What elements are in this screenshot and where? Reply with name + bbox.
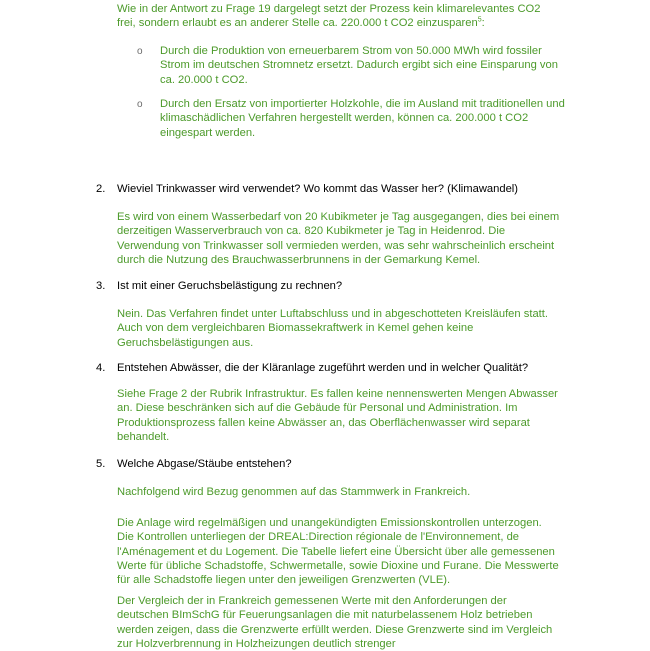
answer-line: Werte für übliche Schadstoffe, Schwermetalle, sowie Dioxine und Furane. Die Messwerte bbox=[117, 559, 559, 572]
intro-line-1: Wie in der Antwort zu Frage 19 dargelegt setzt der Prozess kein klimarelevantes CO2 bbox=[117, 3, 541, 15]
question-number: 4. bbox=[96, 362, 106, 374]
answer-line: Produktionsprozess fallen keine Abwässer an, das Oberflächenwasser wird separat bbox=[117, 416, 530, 429]
question-text: Entstehen Abwässer, die der Kläranlage zugeführt werden und in welcher Qualität? bbox=[117, 362, 529, 374]
answer-line: Nachfolgend wird Bezug genommen auf das Stammwerk in Frankreich. bbox=[117, 486, 471, 498]
answer-paragraph bbox=[117, 516, 559, 587]
question-text: Ist mit einer Geruchsbelästigung zu rechnen? bbox=[117, 280, 343, 292]
answer-paragraph bbox=[117, 210, 559, 267]
question-number: 5. bbox=[96, 458, 106, 470]
answer-paragraph bbox=[117, 485, 470, 499]
answer-line: Verwendung von Trinkwasser soll vermieden werden, was sehr wahrscheinlich erscheint bbox=[117, 239, 555, 252]
answer-paragraph bbox=[117, 594, 552, 651]
answer-line: Auch von dem vergleichbaren Biomassekraftwerk in Kemel gehen keine bbox=[117, 322, 474, 335]
bullet-line: ca. 20.000 t CO2. bbox=[160, 73, 248, 86]
answer-line: Die Anlage wird regelmäßigen und unangekündigten Emissionskontrollen unterzogen. bbox=[117, 517, 542, 529]
bullet-line: Strom im deutschen Stromnetz ersetzt. Dadurch ergibt sich eine Einsparung von bbox=[160, 59, 558, 72]
answer-line: Nein. Das Verfahren findet unter Luftabschluss und in abgeschotteten Kreisläufen statt. bbox=[117, 308, 548, 320]
intro-paragraph bbox=[117, 2, 540, 31]
answer-line: werden zeigen, dass die Grenzwerte erfüllt werden. Diese Grenzwerte sind im Vergleich bbox=[117, 623, 553, 636]
question-number: 3. bbox=[96, 280, 106, 292]
bullet-item bbox=[160, 97, 565, 140]
bullet-marker: o bbox=[137, 46, 143, 57]
bullet-line: eingespart werden. bbox=[160, 126, 256, 139]
bullet-line: Durch die Produktion von erneuerbarem Strom von 50.000 MWh wird fossiler bbox=[160, 45, 542, 57]
answer-paragraph bbox=[117, 307, 548, 350]
answer-line: an. Diese beschränken sich auf die Gebäude für Personal und Administration. Im bbox=[117, 402, 518, 415]
bullet-line: Durch den Ersatz von importierter Holzkohle, die im Ausland mit traditionellen und bbox=[160, 98, 565, 110]
question-text: Welche Abgase/Stäube entstehen? bbox=[117, 458, 292, 470]
answer-line: derzeitigen Wasserverbrauch von ca. 820 Kubikmeter je Tag in Heidenrod. Die bbox=[117, 225, 506, 238]
question-number: 2. bbox=[96, 183, 106, 195]
question-text: Wieviel Trinkwasser wird verwendet? Wo kommt das Wasser her? (Klimawandel) bbox=[117, 183, 519, 195]
bullet-line: klimaschädlichen Verfahren hergestellt werden, können ca. 200.000 t CO2 bbox=[160, 112, 529, 125]
bullet-marker: o bbox=[137, 99, 143, 110]
intro-line-2 bbox=[117, 16, 540, 30]
bullet-item bbox=[160, 44, 558, 87]
answer-line: Der Vergleich der in Frankreich gemessenen Werte mit den Anforderungen der bbox=[117, 595, 507, 607]
answer-line: Die Kontrollen unterliegen der DREAL:Direction régionale de l'Environnement, de bbox=[117, 531, 520, 544]
intro-line-2-text: frei, sondern erlaubt es an anderer Stelle ca. 220.000 t CO2 einzusparen bbox=[117, 17, 478, 30]
answer-line: l'Aménagement et du Logement. Die Tabelle liefert eine Übersicht über alle gemessenen bbox=[117, 545, 555, 558]
footnote-marker: 5 bbox=[477, 16, 482, 24]
answer-line: Geruchsbelästigungen aus. bbox=[117, 336, 254, 349]
answer-line: behandelt. bbox=[117, 430, 170, 443]
answer-paragraph bbox=[117, 387, 558, 444]
answer-line: Es wird von einem Wasserbedarf von 20 Kubikmeter je Tag ausgegangen, dies bei einem bbox=[117, 211, 560, 223]
answer-line: zur Holzverbrennung in Holzheizungen deutlich strenger bbox=[117, 637, 396, 650]
answer-line: Siehe Frage 2 der Rubrik Infrastruktur. Es fallen keine nennenswerten Mengen Abwasser bbox=[117, 388, 558, 400]
answer-line: für alle Schadstoffe liegen unter den jeweiligen Grenzwerten (VLE). bbox=[117, 574, 451, 587]
answer-line: durch die Nutzung des Brauchwasserbrunnens in der Gemarkung Kemel. bbox=[117, 253, 481, 266]
answer-line: deutschen BImSchG für Feuerungsanlagen die mit naturbelassenem Holz betrieben bbox=[117, 609, 533, 622]
intro-line-2-suffix: : bbox=[481, 17, 485, 30]
